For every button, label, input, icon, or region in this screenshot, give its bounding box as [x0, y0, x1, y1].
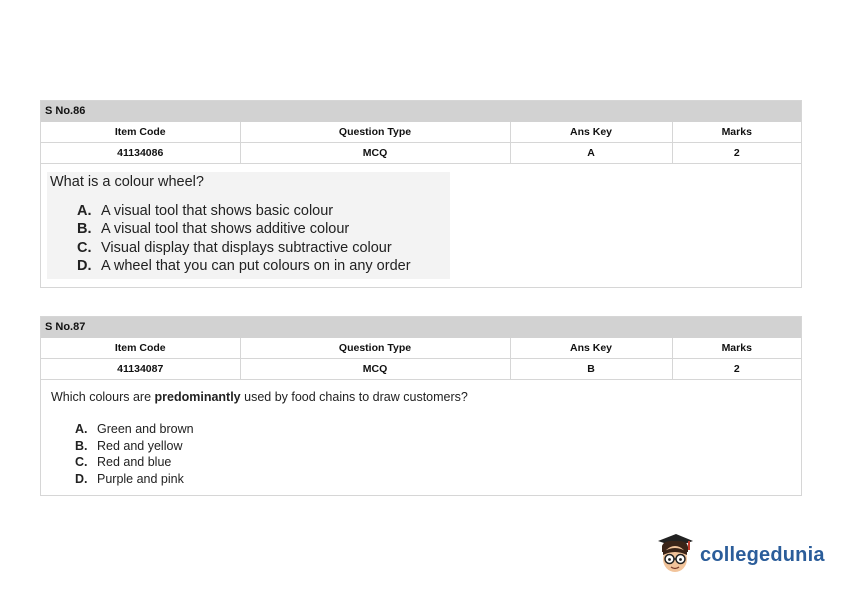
value-item-code: 41134086: [41, 143, 240, 164]
option-text: Red and yellow: [97, 438, 183, 453]
value-question-type: MCQ: [240, 359, 510, 380]
option-b: [51, 438, 801, 455]
question-text-part: Which colours are: [51, 390, 155, 404]
header-ans-key: Ans Key: [510, 122, 672, 143]
option-letter: B.: [77, 221, 92, 238]
collegedunia-logo: [656, 530, 825, 580]
question-text: What is a colour wheel?: [50, 174, 204, 190]
option-letter: B.: [75, 438, 88, 453]
question-area: [51, 390, 801, 487]
option-letter: A.: [77, 203, 92, 219]
header-marks: Marks: [672, 338, 801, 359]
question-block-87: [40, 316, 802, 496]
option-d: [51, 471, 801, 488]
serial-number: S No.87: [41, 317, 801, 338]
option-text: Visual display that displays subtractive colour: [101, 239, 392, 256]
option-c: [50, 239, 450, 257]
option-letter: D.: [75, 471, 88, 486]
value-ans-key: A: [510, 143, 672, 164]
option-text: Purple and pink: [97, 471, 184, 486]
options-list: [50, 202, 450, 276]
option-text: A visual tool that shows additive colour: [101, 221, 350, 238]
header-item-code: Item Code: [41, 122, 240, 143]
option-c: [51, 454, 801, 471]
option-text: A visual tool that shows basic colour: [101, 203, 334, 219]
option-text: A wheel that you can put colours on in any order: [101, 258, 411, 275]
student-mascot-icon: [656, 532, 694, 578]
question-text: [51, 390, 801, 404]
serial-number: S No.86: [41, 101, 801, 122]
value-marks: 2: [672, 359, 801, 380]
option-letter: D.: [77, 258, 92, 275]
meta-table: [41, 122, 801, 164]
header-question-type: Question Type: [240, 338, 510, 359]
header-item-code: Item Code: [41, 338, 240, 359]
option-a: [50, 202, 450, 220]
question-emphasis: predominantly: [154, 390, 241, 404]
options-list: [51, 421, 801, 487]
value-ans-key: B: [510, 359, 672, 380]
option-a: [51, 421, 801, 438]
option-text: Red and blue: [97, 455, 172, 469]
question-block-86: [40, 100, 802, 288]
value-item-code: 41134087: [41, 359, 240, 380]
option-text: Green and brown: [97, 422, 194, 436]
question-area: [47, 172, 450, 279]
option-letter: C.: [77, 239, 92, 256]
header-marks: Marks: [672, 122, 801, 143]
option-letter: A.: [75, 422, 88, 436]
value-question-type: MCQ: [240, 143, 510, 164]
option-letter: C.: [75, 455, 88, 469]
logo-text: collegedunia: [700, 543, 825, 566]
question-text-part: used by food chains to draw customers?: [240, 390, 468, 404]
option-b: [50, 220, 450, 238]
header-ans-key: Ans Key: [510, 338, 672, 359]
option-d: [50, 257, 450, 275]
value-marks: 2: [672, 143, 801, 164]
header-question-type: Question Type: [240, 122, 510, 143]
meta-table: [41, 338, 801, 380]
